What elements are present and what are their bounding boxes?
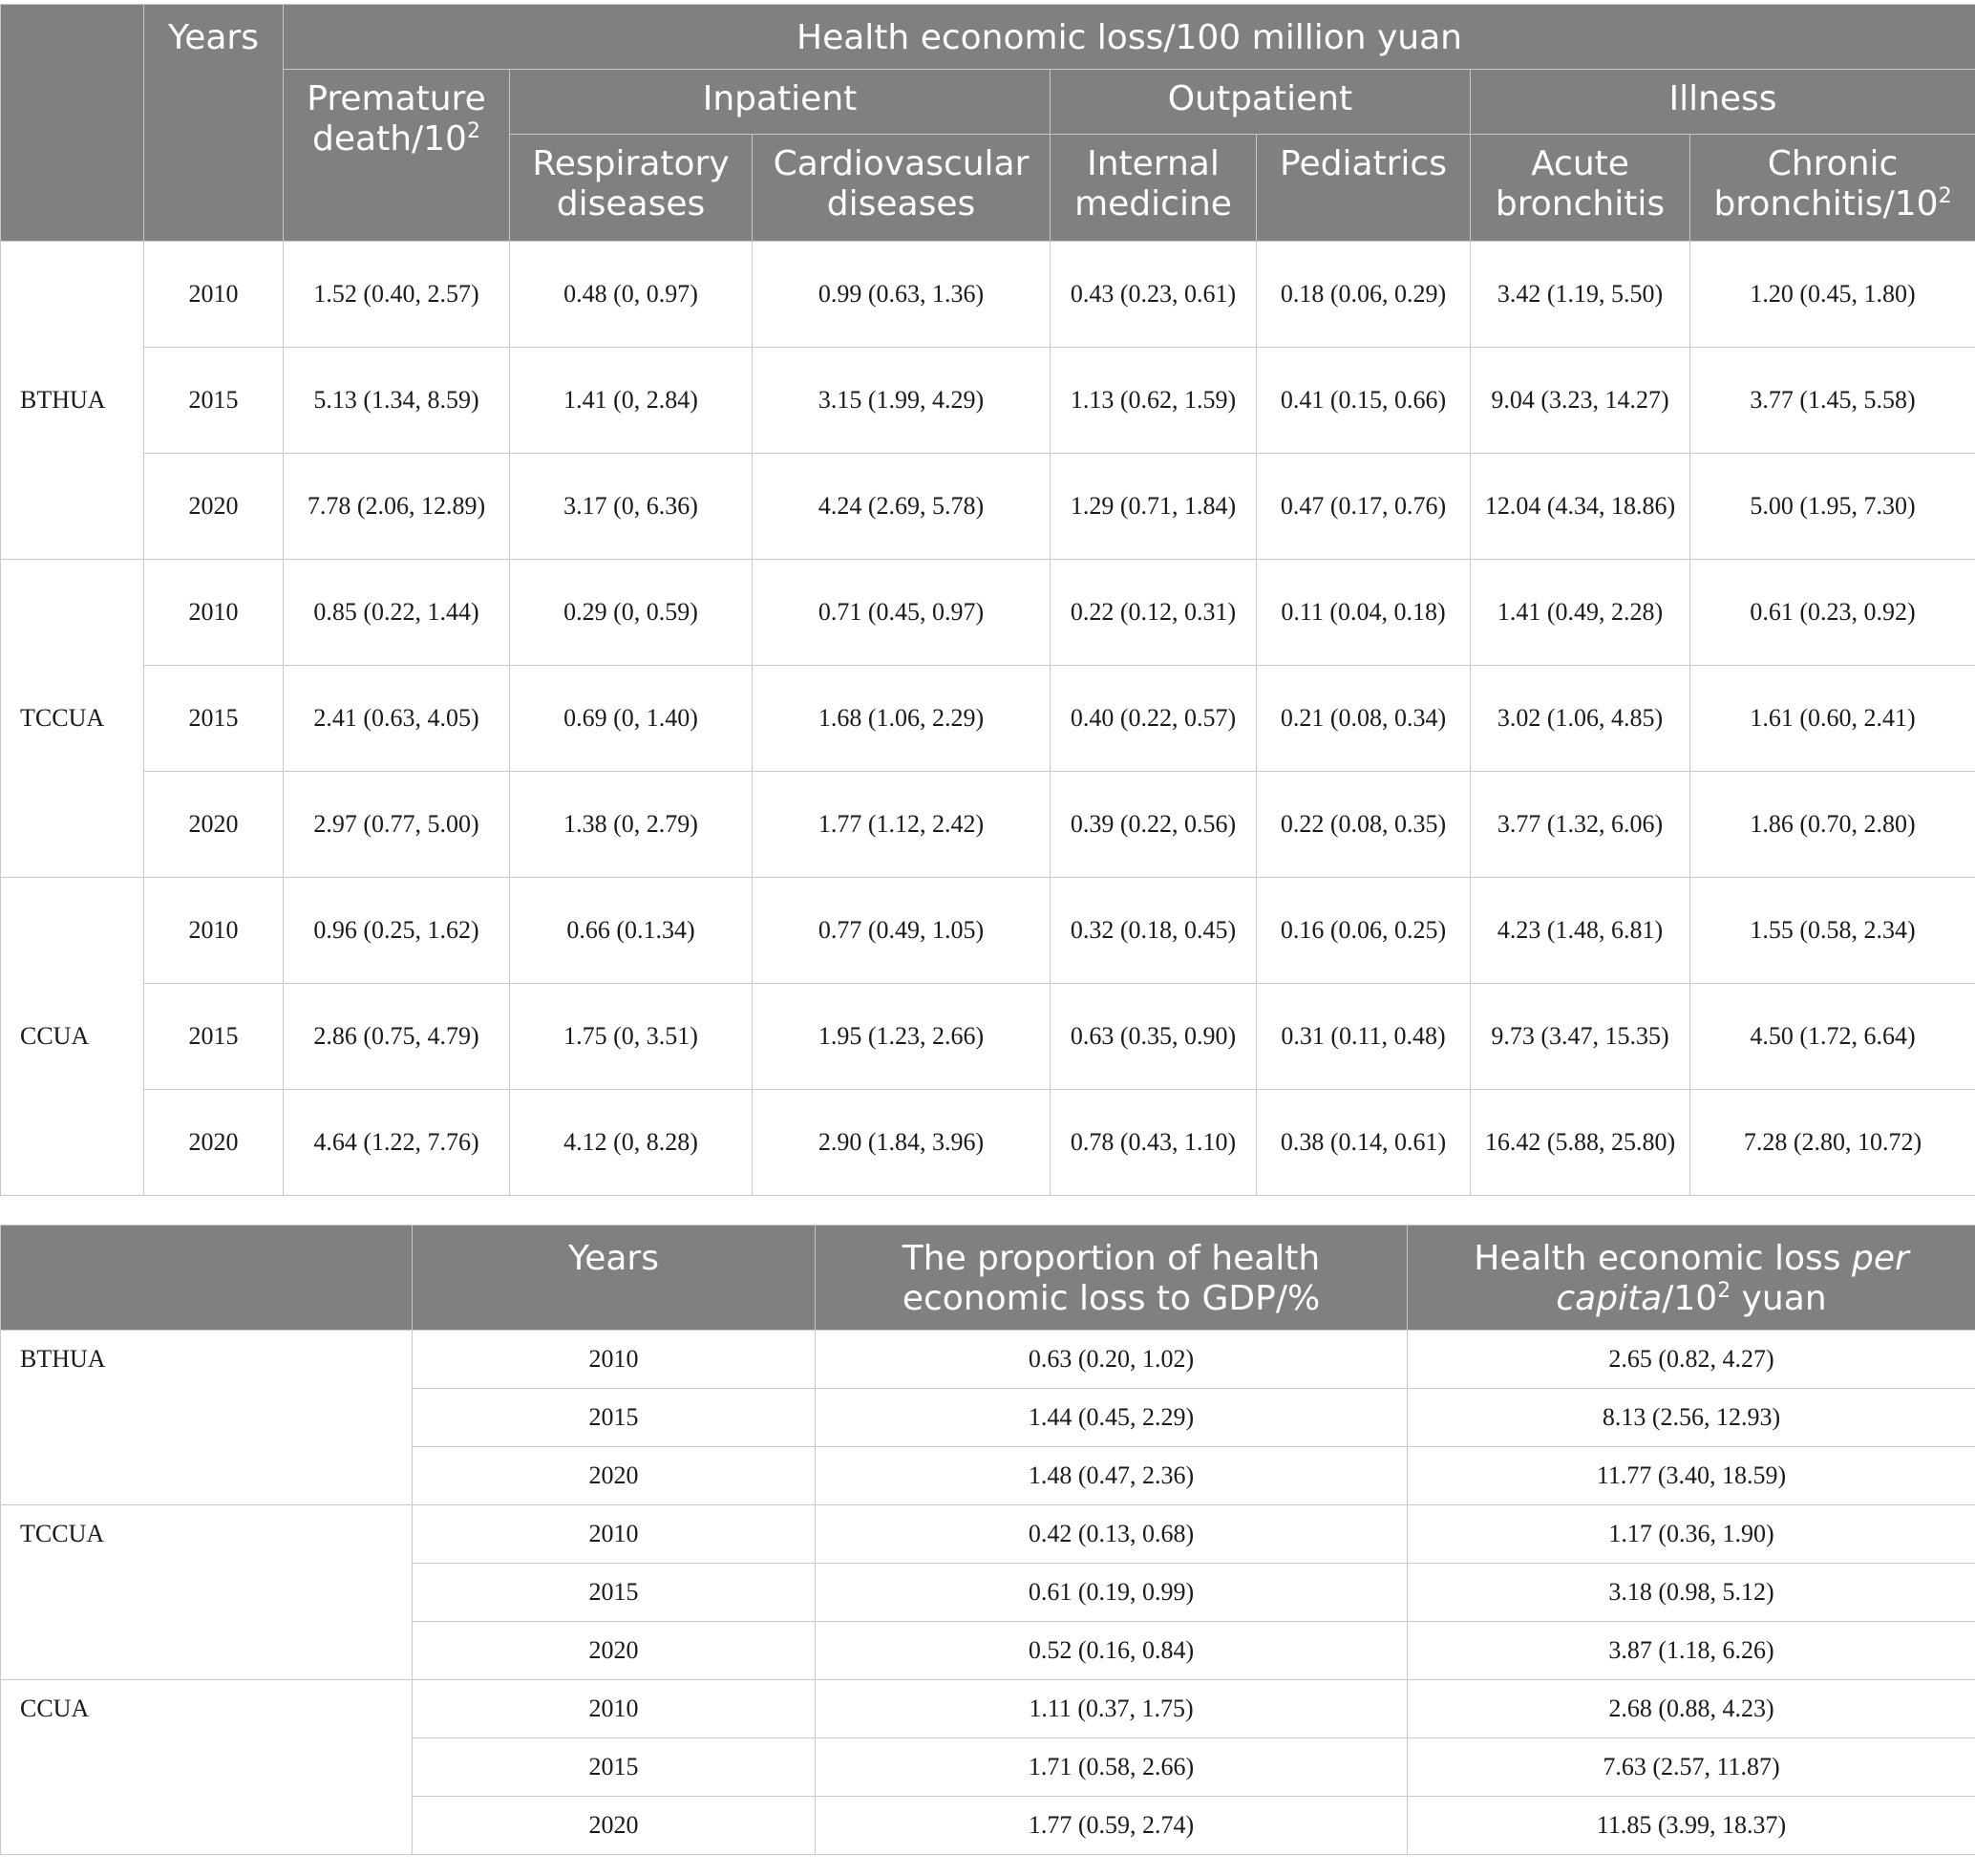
value-cell: 0.78 (0.43, 1.10) [1051,1090,1257,1196]
value-cell: 0.96 (0.25, 1.62) [284,878,510,984]
value-cell: 0.42 (0.13, 0.68) [816,1505,1408,1564]
table-row [1,1505,1975,1564]
value-cell: 0.16 (0.06, 0.25) [1257,878,1471,984]
region-cell: BTHUA [1,1331,413,1505]
value-cell: 4.50 (1.72, 6.64) [1690,984,1975,1090]
value-cell: 0.18 (0.06, 0.29) [1257,242,1471,348]
value-cell: 11.77 (3.40, 18.59) [1408,1447,1975,1505]
table-row [1,454,1975,560]
value-cell: 1.29 (0.71, 1.84) [1051,454,1257,560]
value-cell: 0.85 (0.22, 1.44) [284,560,510,666]
value-cell: 2.86 (0.75, 4.79) [284,984,510,1090]
year-cell: 2015 [144,666,284,772]
value-cell: 2.41 (0.63, 4.05) [284,666,510,772]
value-cell: 7.78 (2.06, 12.89) [284,454,510,560]
inpatient-header: Inpatient [510,70,1051,135]
health-loss-table [0,4,1975,1196]
table-row [1,984,1975,1090]
value-cell: 4.24 (2.69, 5.78) [753,454,1051,560]
value-cell: 3.17 (0, 6.36) [510,454,753,560]
value-cell: 0.61 (0.19, 0.99) [816,1564,1408,1622]
value-cell: 0.21 (0.08, 0.34) [1257,666,1471,772]
value-cell: 1.68 (1.06, 2.29) [753,666,1051,772]
value-cell: 4.12 (0, 8.28) [510,1090,753,1196]
table-row [1,1331,1975,1389]
value-cell: 1.95 (1.23, 2.66) [753,984,1051,1090]
value-cell: 0.32 (0.18, 0.45) [1051,878,1257,984]
value-cell: 0.39 (0.22, 0.56) [1051,772,1257,878]
value-cell: 3.77 (1.45, 5.58) [1690,348,1975,454]
respiratory-header: Respiratory diseases [510,135,753,242]
years-header: Years [413,1226,816,1331]
value-cell: 0.41 (0.15, 0.66) [1257,348,1471,454]
value-cell: 0.40 (0.22, 0.57) [1051,666,1257,772]
value-cell: 0.77 (0.49, 1.05) [753,878,1051,984]
value-cell: 11.85 (3.99, 18.37) [1408,1797,1975,1855]
year-cell: 2020 [144,454,284,560]
table-row [1,242,1975,348]
value-cell: 1.61 (0.60, 2.41) [1690,666,1975,772]
table-row [1,560,1975,666]
year-cell: 2015 [413,1564,816,1622]
year-cell: 2010 [144,242,284,348]
illness-header: Illness [1471,70,1975,135]
value-cell: 0.31 (0.11, 0.48) [1257,984,1471,1090]
table-row [1,666,1975,772]
value-cell: 3.42 (1.19, 5.50) [1471,242,1690,348]
value-cell: 9.73 (3.47, 15.35) [1471,984,1690,1090]
value-cell: 0.71 (0.45, 0.97) [753,560,1051,666]
value-cell: 0.22 (0.08, 0.35) [1257,772,1471,878]
value-cell: 3.87 (1.18, 6.26) [1408,1622,1975,1680]
value-cell: 16.42 (5.88, 25.80) [1471,1090,1690,1196]
table-row [1,772,1975,878]
region-cell: CCUA [1,1680,413,1855]
value-cell: 0.38 (0.14, 0.61) [1257,1090,1471,1196]
cardiovascular-header: Cardiovascular diseases [753,135,1051,242]
year-cell: 2015 [413,1738,816,1797]
value-cell: 1.11 (0.37, 1.75) [816,1680,1408,1738]
table-row [1,878,1975,984]
value-cell: 3.77 (1.32, 6.06) [1471,772,1690,878]
value-cell: 1.77 (1.12, 2.42) [753,772,1051,878]
value-cell: 0.52 (0.16, 0.84) [816,1622,1408,1680]
value-cell: 7.63 (2.57, 11.87) [1408,1738,1975,1797]
value-cell: 1.52 (0.40, 2.57) [284,242,510,348]
value-cell: 0.66 (0.1.34) [510,878,753,984]
year-cell: 2010 [413,1331,816,1389]
gdp-proportion-table [0,1225,1975,1855]
value-cell: 1.71 (0.58, 2.66) [816,1738,1408,1797]
value-cell: 1.86 (0.70, 2.80) [1690,772,1975,878]
value-cell: 0.43 (0.23, 0.61) [1051,242,1257,348]
value-cell: 5.00 (1.95, 7.30) [1690,454,1975,560]
value-cell: 3.18 (0.98, 5.12) [1408,1564,1975,1622]
year-cell: 2020 [413,1447,816,1505]
value-cell: 8.13 (2.56, 12.93) [1408,1389,1975,1447]
value-cell: 0.63 (0.35, 0.90) [1051,984,1257,1090]
year-cell: 2015 [144,348,284,454]
value-cell: 1.41 (0, 2.84) [510,348,753,454]
region-cell: CCUA [1,878,144,1196]
year-cell: 2015 [413,1389,816,1447]
value-cell: 1.75 (0, 3.51) [510,984,753,1090]
value-cell: 3.15 (1.99, 4.29) [753,348,1051,454]
value-cell: 0.61 (0.23, 0.92) [1690,560,1975,666]
outpatient-header: Outpatient [1051,70,1471,135]
year-cell: 2020 [413,1622,816,1680]
acute-bronchitis-header: Acute bronchitis [1471,135,1690,242]
value-cell: 1.77 (0.59, 2.74) [816,1797,1408,1855]
region-header-empty [1,1226,413,1331]
year-cell: 2010 [144,560,284,666]
value-cell: 12.04 (4.34, 18.86) [1471,454,1690,560]
value-cell: 1.48 (0.47, 2.36) [816,1447,1408,1505]
region-cell: BTHUA [1,242,144,560]
value-cell: 5.13 (1.34, 8.59) [284,348,510,454]
value-cell: 0.11 (0.04, 0.18) [1257,560,1471,666]
year-cell: 2010 [413,1680,816,1738]
years-header: Years [144,5,284,242]
value-cell: 4.23 (1.48, 6.81) [1471,878,1690,984]
value-cell: 1.55 (0.58, 2.34) [1690,878,1975,984]
year-cell: 2010 [144,878,284,984]
value-cell: 3.02 (1.06, 4.85) [1471,666,1690,772]
value-cell: 0.69 (0, 1.40) [510,666,753,772]
value-cell: 1.13 (0.62, 1.59) [1051,348,1257,454]
region-cell: TCCUA [1,560,144,878]
value-cell: 4.64 (1.22, 7.76) [284,1090,510,1196]
year-cell: 2015 [144,984,284,1090]
region-cell: TCCUA [1,1505,413,1680]
value-cell: 1.44 (0.45, 2.29) [816,1389,1408,1447]
value-cell: 9.04 (3.23, 14.27) [1471,348,1690,454]
value-cell: 0.29 (0, 0.59) [510,560,753,666]
value-cell: 2.68 (0.88, 4.23) [1408,1680,1975,1738]
table-row [1,1090,1975,1196]
region-header-empty [1,5,144,242]
per-capita-header: Health economic loss per capita/$10^2$ yuan [1408,1226,1975,1331]
main-header: Health economic loss/100 million yuan [284,5,1975,70]
value-cell: 1.41 (0.49, 2.28) [1471,560,1690,666]
year-cell: 2020 [144,1090,284,1196]
value-cell: 0.63 (0.20, 1.02) [816,1331,1408,1389]
premature-death-header: Premature death/$10^2$ [284,70,510,242]
pediatrics-header: Pediatrics [1257,135,1471,242]
value-cell: 1.38 (0, 2.79) [510,772,753,878]
value-cell: 1.17 (0.36, 1.90) [1408,1505,1975,1564]
year-cell: 2020 [413,1797,816,1855]
table-row [1,1680,1975,1738]
year-cell: 2020 [144,772,284,878]
proportion-header: The proportion of health economic loss to GDP/% [816,1226,1408,1331]
value-cell: 0.48 (0, 0.97) [510,242,753,348]
value-cell: 1.20 (0.45, 1.80) [1690,242,1975,348]
year-cell: 2010 [413,1505,816,1564]
value-cell: 0.99 (0.63, 1.36) [753,242,1051,348]
chronic-bronchitis-header: Chronic bronchitis/$10^2$ [1690,135,1975,242]
value-cell: 7.28 (2.80, 10.72) [1690,1090,1975,1196]
internal-medicine-header: Internal medicine [1051,135,1257,242]
value-cell: 2.90 (1.84, 3.96) [753,1090,1051,1196]
value-cell: 2.97 (0.77, 5.00) [284,772,510,878]
value-cell: 2.65 (0.82, 4.27) [1408,1331,1975,1389]
value-cell: 0.47 (0.17, 0.76) [1257,454,1471,560]
table-row [1,348,1975,454]
value-cell: 0.22 (0.12, 0.31) [1051,560,1257,666]
